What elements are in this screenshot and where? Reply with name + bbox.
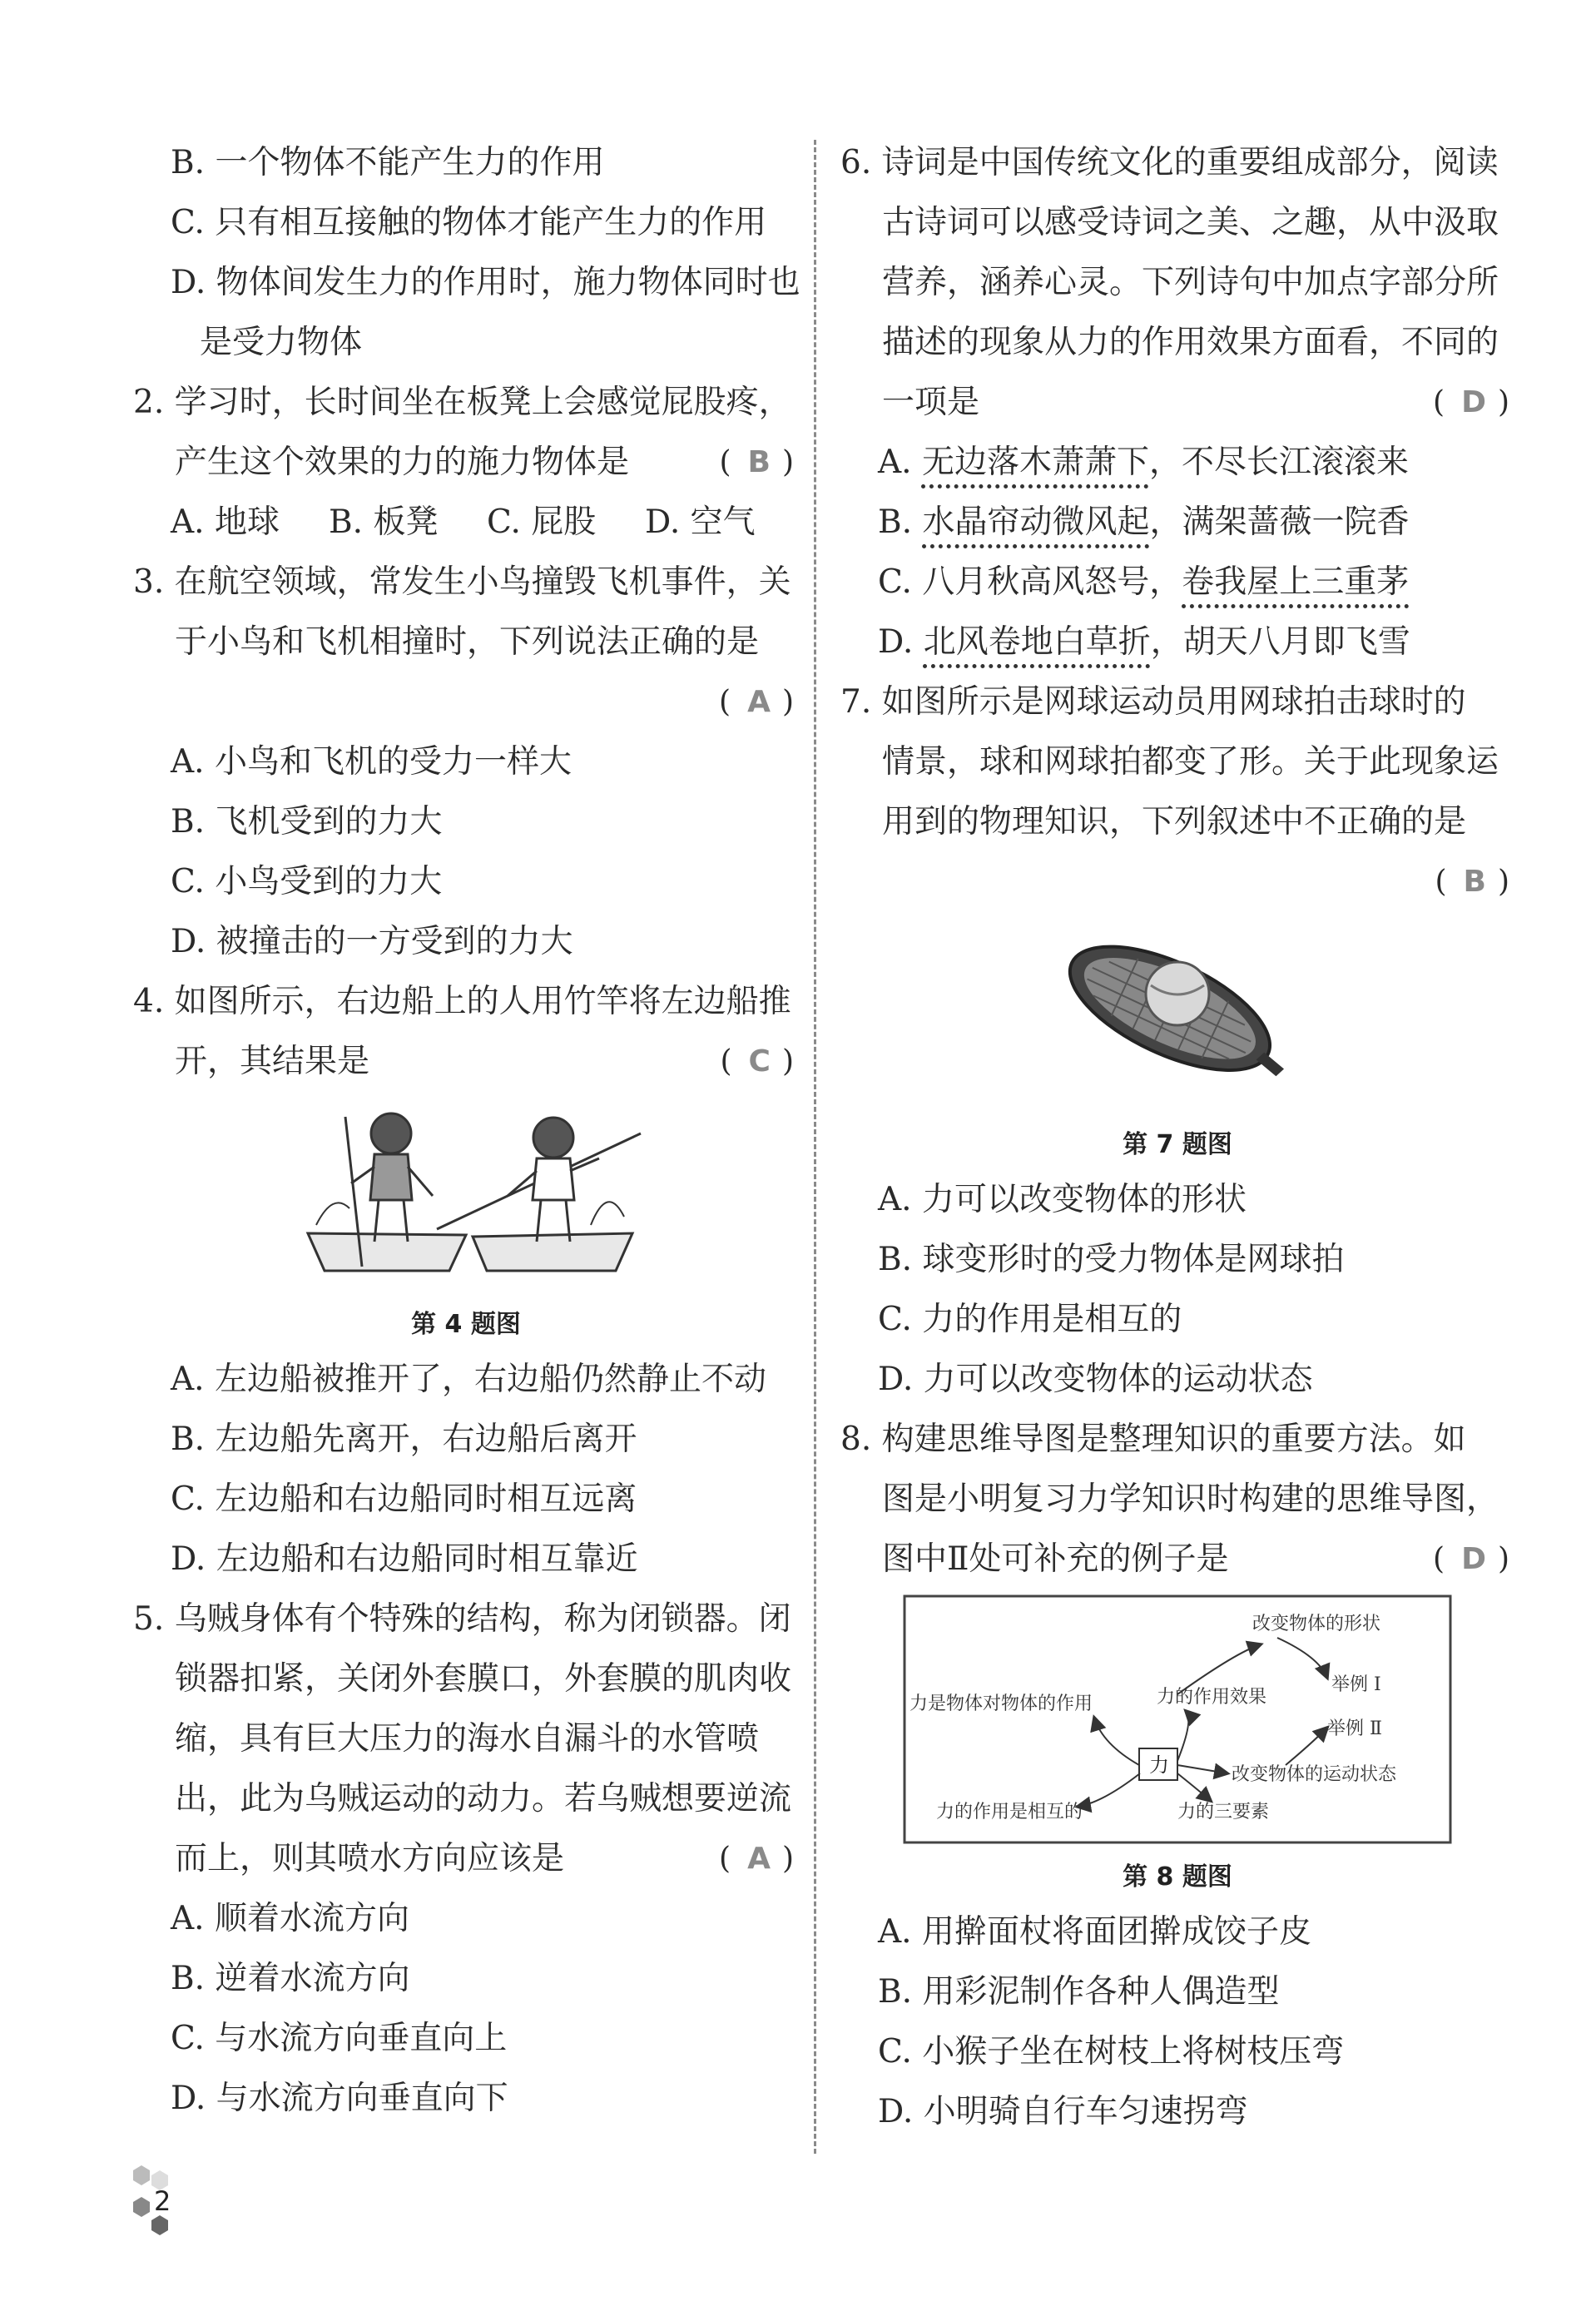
q6-answer: ( D ) bbox=[1433, 385, 1514, 419]
q5-option-c: C. 与水流方向垂直向上 bbox=[171, 2020, 508, 2057]
q6-option-c: C. 八月秋高风怒号，卷我屋上三重茅 bbox=[878, 563, 1410, 601]
q8-option-a: A. 用擀面杖将面团擀成饺子皮 bbox=[878, 1913, 1311, 1951]
q4-caption: 第 4 题图 bbox=[411, 1310, 521, 1339]
q5-stem-2: 锁器扣紧，关闭外套膜口，外套膜的肌肉收 bbox=[175, 1660, 792, 1698]
right-boat bbox=[473, 1233, 632, 1271]
q6-stem-5: 一项是 ( D ) bbox=[840, 373, 1514, 433]
q4-option-b: B. 左边船先离开，右边船后离开 bbox=[171, 1421, 637, 1458]
q8-option-c: C. 小猴子坐在树枝上将树枝压弯 bbox=[878, 2033, 1345, 2070]
mind-map bbox=[903, 1594, 1452, 1844]
right-person-head bbox=[533, 1118, 573, 1158]
q3-option-a: A. 小鸟和飞机的受力一样大 bbox=[171, 743, 572, 781]
q8-option-b: B. 用彩泥制作各种人偶造型 bbox=[878, 1973, 1280, 2011]
q7-option-c: C. 力的作用是相互的 bbox=[878, 1301, 1182, 1338]
q8-stem-3: 图中Ⅱ处可补充的例子是 ( D ) bbox=[840, 1530, 1514, 1589]
q1-option-d-cont: 是受力物体 bbox=[200, 324, 363, 361]
q5-stem-3: 缩，具有巨大压力的海水自漏斗的水管喷 bbox=[175, 1720, 760, 1758]
tennis-racket-illustration bbox=[1044, 920, 1311, 1103]
column-divider bbox=[814, 140, 816, 2154]
q7-stem-1: 7. 如图所示是网球运动员用网球拍击球时的 bbox=[840, 683, 1466, 721]
q1-option-d: D. 物体间发生力的作用时，施力物体同时也 bbox=[171, 264, 800, 301]
left-person-head bbox=[371, 1113, 411, 1153]
q7-caption: 第 7 题图 bbox=[1123, 1130, 1232, 1159]
q5-option-d: D. 与水流方向垂直向下 bbox=[171, 2080, 508, 2117]
q6-stem-4: 描述的现象从力的作用效果方面看，不同的 bbox=[882, 324, 1499, 361]
q2-stem-2: 产生这个效果的力的施力物体是 ( B ) bbox=[133, 433, 799, 493]
q5-stem-4: 出，此为乌贼运动的动力。若乌贼想要逆流 bbox=[175, 1780, 792, 1818]
q2-answer: ( B ) bbox=[719, 445, 799, 479]
q7-stem-3: 用到的物理知识，下列叙述中不正确的是 bbox=[882, 803, 1467, 841]
q5-stem-5: 而上，则其喷水方向应该是 ( A ) bbox=[133, 1829, 799, 1889]
q5-option-b: B. 逆着水流方向 bbox=[171, 1960, 410, 1997]
q3-stem-2: 于小鸟和飞机相撞时，下列说法正确的是 bbox=[175, 623, 760, 661]
q8-option-d: D. 小明骑自行车匀速拐弯 bbox=[878, 2093, 1248, 2130]
q5-option-a: A. 顺着水流方向 bbox=[171, 1900, 409, 1937]
mindmap-node-change-shape: 改变物体的形状 bbox=[1252, 1614, 1381, 1634]
right-column bbox=[840, 133, 1514, 2142]
boats-illustration bbox=[258, 1100, 674, 1292]
q2-stem-1: 2. 学习时，长时间坐在板凳上会感觉屁股疼， bbox=[133, 384, 791, 421]
q5-stem-1: 5. 乌贼身体有个特殊的结构，称为闭锁器。闭 bbox=[133, 1600, 791, 1638]
q4-option-d: D. 左边船和右边船同时相互靠近 bbox=[171, 1540, 638, 1578]
q3-answer-line bbox=[133, 672, 799, 732]
q4-answer: ( C ) bbox=[720, 1044, 799, 1079]
mindmap-node-change-motion: 改变物体的运动状态 bbox=[1232, 1764, 1397, 1785]
q4-figure bbox=[133, 1092, 799, 1300]
mindmap-node-three-elements: 力的三要素 bbox=[1177, 1802, 1270, 1822]
q4-stem-2: 开，其结果是 ( C ) bbox=[133, 1032, 799, 1092]
page-number: 2 bbox=[154, 2185, 171, 2217]
mindmap-node-example-1: 举例 Ⅰ bbox=[1331, 1674, 1381, 1695]
q6-stem-3: 营养，涵养心灵。下列诗句中加点字部分所 bbox=[882, 264, 1499, 301]
q8-figure bbox=[840, 1589, 1514, 1852]
mindmap-center: 力 bbox=[1149, 1753, 1169, 1777]
mindmap-node-mutual: 力的作用是相互的 bbox=[936, 1802, 1083, 1822]
q7-option-a: A. 力可以改变物体的形状 bbox=[878, 1181, 1247, 1218]
q7-answer: ( B ) bbox=[1435, 865, 1514, 899]
q6-option-d: D. 北风卷地白草折，胡天八月即飞雪 bbox=[878, 623, 1410, 661]
q4-stem-1: 4. 如图所示，右边船上的人用竹竿将左边船推 bbox=[133, 983, 791, 1020]
q1-option-b: B. 一个物体不能产生力的作用 bbox=[171, 144, 605, 181]
q4-option-a: A. 左边船被推开了，右边船仍然静止不动 bbox=[171, 1361, 766, 1398]
q8-caption: 第 8 题图 bbox=[1123, 1862, 1232, 1892]
mindmap-node-effect: 力的作用效果 bbox=[1157, 1687, 1267, 1708]
mindmap-node-definition: 力是物体对物体的作用 bbox=[910, 1694, 1093, 1714]
q3-answer: ( A ) bbox=[719, 685, 799, 719]
left-column bbox=[133, 133, 799, 2129]
q7-stem-2: 情景，球和网球拍都变了形。关于此现象运 bbox=[882, 743, 1499, 781]
mindmap-node-example-2: 举例 Ⅱ bbox=[1327, 1718, 1382, 1739]
q6-option-b: B. 水晶帘动微风起，满架蔷薇一院香 bbox=[878, 503, 1410, 541]
left-boat bbox=[308, 1233, 466, 1271]
q7-option-b: B. 球变形时的受力物体是网球拍 bbox=[878, 1241, 1345, 1278]
q8-stem-1: 8. 构建思维导图是整理知识的重要方法。如 bbox=[840, 1421, 1466, 1458]
q1-option-c: C. 只有相互接触的物体才能产生力的作用 bbox=[171, 204, 767, 241]
q7-option-d: D. 力可以改变物体的运动状态 bbox=[878, 1361, 1313, 1398]
q6-option-a: A. 无边落木萧萧下，不尽长江滚滚来 bbox=[878, 444, 1409, 481]
q4-option-c: C. 左边船和右边船同时相互远离 bbox=[171, 1480, 637, 1518]
q2-options: A. 地球 B. 板凳 C. 屁股 D. 空气 bbox=[171, 503, 756, 541]
q7-answer-line bbox=[840, 852, 1514, 912]
q8-stem-2: 图是小明复习力学知识时构建的思维导图， bbox=[882, 1480, 1499, 1518]
q8-answer: ( D ) bbox=[1433, 1542, 1514, 1576]
q7-figure bbox=[840, 912, 1514, 1120]
q3-option-d: D. 被撞击的一方受到的力大 bbox=[171, 923, 573, 960]
q6-stem-1: 6. 诗词是中国传统文化的重要组成部分，阅读 bbox=[840, 144, 1499, 181]
q3-option-b: B. 飞机受到的力大 bbox=[171, 803, 443, 841]
q3-option-c: C. 小鸟受到的力大 bbox=[171, 863, 443, 900]
q3-stem-1: 3. 在航空领域，常发生小鸟撞毁飞机事件，关 bbox=[133, 563, 791, 601]
q5-answer: ( A ) bbox=[719, 1842, 799, 1876]
q6-stem-2: 古诗词可以感受诗词之美、之趣，从中汲取 bbox=[882, 204, 1499, 241]
